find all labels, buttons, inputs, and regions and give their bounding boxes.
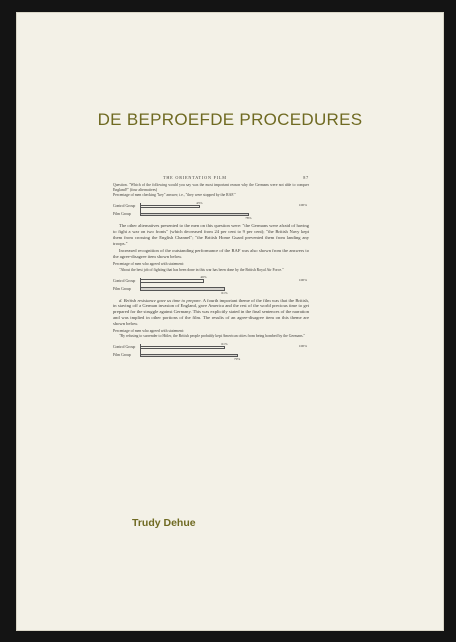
chart3-statement: "By refusing to surrender to Hitler, the British people probably kept American cities from being bombed by the Germans." bbox=[119, 334, 305, 339]
author-name: Trudy Dehue bbox=[132, 517, 196, 529]
row-label-control: Control Group bbox=[113, 345, 136, 350]
chart1-caption: Percentage of men checking "key" answer; i.e., "they were stopped by the RAF." bbox=[113, 193, 236, 198]
row-label-film: Film Group bbox=[113, 212, 131, 217]
cover-title: DE BEPROEFDE PROCEDURES bbox=[97, 110, 363, 129]
chart2-caption: Percentage of men who agreed with statement: bbox=[113, 261, 185, 266]
paragraph-alternatives: The other alternatives presented to the men on this question were: "the Germans were afraid of having to fight a war on two fronts" (which decreased from 24 per cent to 9 per cent); "the British Navy kept them from crossing the English Channel"; "the British Home Guard prevented them from landing any troops." bbox=[113, 223, 309, 246]
bar-value-film: 61% bbox=[221, 290, 228, 295]
paragraph-body: A fourth important theme of the film was that the British, in staving off a German invasion of England, gave America and the rest of the world precious time to get prepared for the struggle against Germany. This was explicitly stated in the final sentences of the narration and was implied in other portions of the film. The results of an agree-disagree item on this theme are shown below. bbox=[113, 297, 309, 326]
bar-value-film: 70% bbox=[234, 357, 241, 362]
bar-film bbox=[140, 287, 225, 291]
axis-max-label: 100% bbox=[298, 344, 307, 349]
bar-value-film: 78% bbox=[245, 216, 252, 221]
chart3-caption: Percentage of men who agreed with statement: bbox=[113, 328, 185, 333]
bar-chart-3 bbox=[113, 341, 309, 361]
bar-chart-2 bbox=[113, 275, 309, 295]
page-excerpt bbox=[113, 175, 309, 364]
bar-value-control: 46% bbox=[200, 275, 207, 280]
paragraph-raf: Increased recognition of the outstanding performance of the RAF was also shown from the answers to the agree-disagree item shown below. bbox=[113, 248, 309, 260]
bar-value-control: 61% bbox=[221, 341, 228, 346]
page-number: 87 bbox=[303, 175, 309, 180]
axis-max-label: 100% bbox=[298, 203, 307, 208]
paragraph-label: d. British resistance gave us time to prepare. bbox=[119, 297, 202, 303]
bar-film bbox=[140, 354, 238, 358]
bar-film bbox=[140, 213, 249, 217]
question-text: Question. "Which of the following would you say was the most important reason why the Germans were not able to conquer England?" (four alternatives) bbox=[113, 182, 309, 192]
row-label-film: Film Group bbox=[113, 286, 131, 291]
axis-max-label: 100% bbox=[298, 277, 307, 282]
bar-chart-1 bbox=[113, 200, 309, 220]
running-head-title: THE ORIENTATION FILM bbox=[163, 175, 227, 180]
paragraph-british-resistance bbox=[113, 298, 309, 327]
bar-value-control: 43% bbox=[196, 200, 203, 205]
row-label-control: Control Group bbox=[113, 278, 136, 283]
book-cover bbox=[16, 12, 444, 631]
bar-control bbox=[140, 205, 200, 209]
bar-control bbox=[140, 346, 225, 350]
row-label-film: Film Group bbox=[113, 353, 131, 358]
row-label-control: Control Group bbox=[113, 204, 136, 209]
chart2-statement: "About the best job of fighting that has been done in this war has been done by the British Royal Air Force." bbox=[119, 267, 284, 272]
running-head bbox=[113, 175, 309, 181]
bar-control bbox=[140, 279, 204, 283]
